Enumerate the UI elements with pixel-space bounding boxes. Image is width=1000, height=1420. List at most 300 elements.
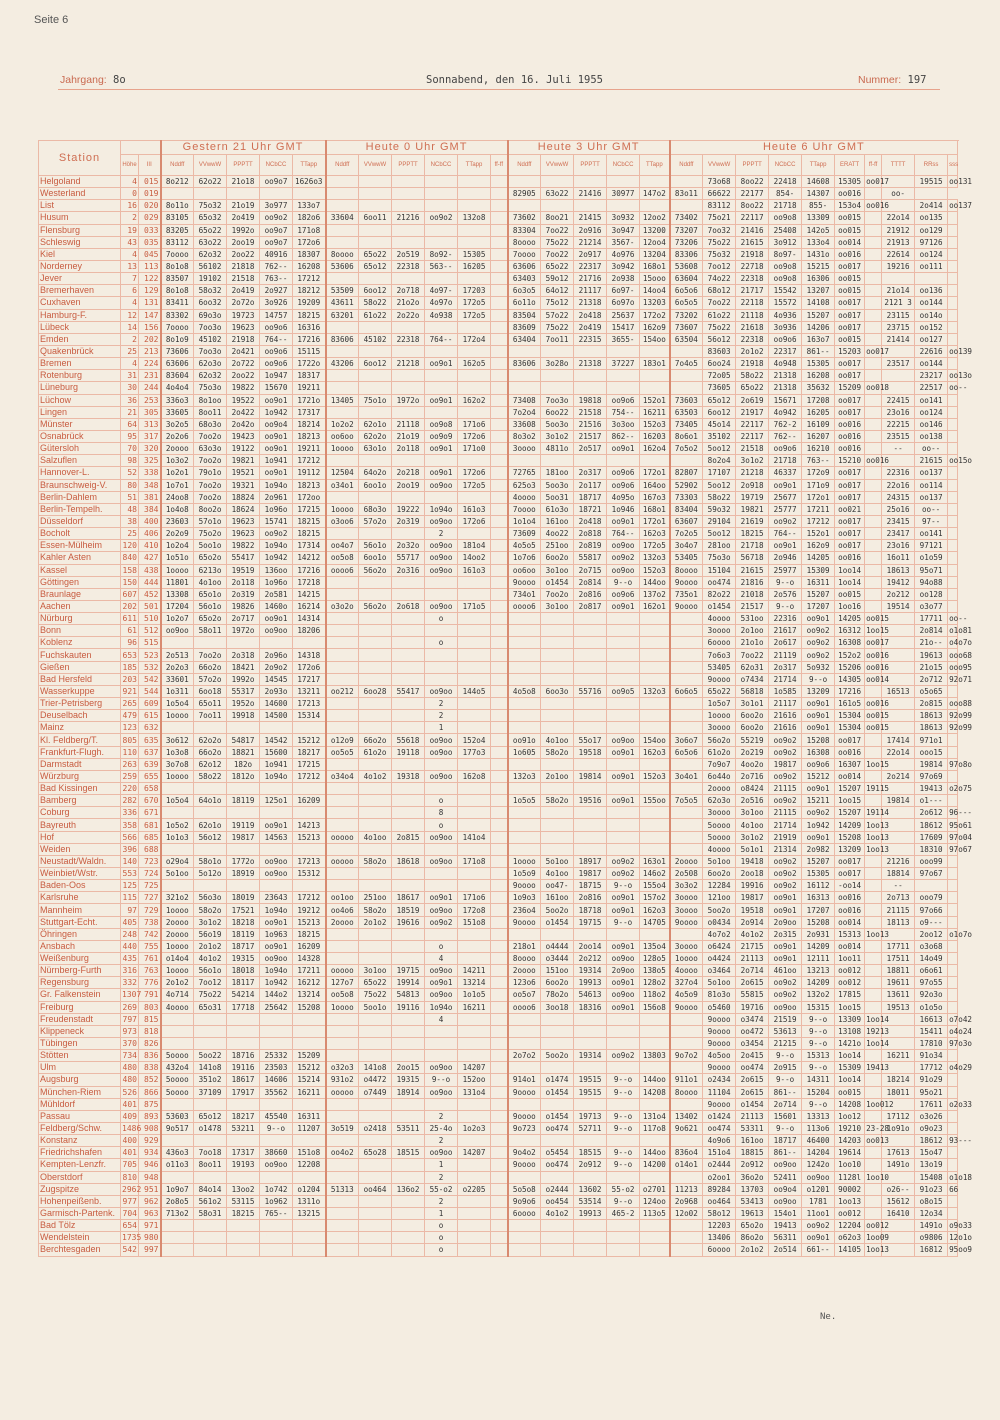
data-cell	[574, 1244, 607, 1256]
data-cell: 2o96o	[260, 649, 293, 661]
data-cell: 251oo	[541, 540, 574, 552]
data-cell	[574, 613, 607, 625]
data-cell: 75o22	[194, 989, 227, 1001]
data-cell	[359, 940, 392, 952]
data-cell: 1	[425, 722, 458, 734]
data-cell: 21818	[227, 260, 260, 272]
data-cell: 15212	[293, 1062, 326, 1074]
data-cell: 2o419	[574, 321, 607, 333]
data-cell: oo9o1	[425, 892, 458, 904]
data-cell: oo017	[835, 260, 865, 272]
data-cell: 12oo4	[640, 236, 670, 248]
data-cell: o26--	[882, 1183, 915, 1195]
data-cell: 321o2	[161, 892, 194, 904]
data-cell	[227, 1220, 260, 1232]
data-cell	[425, 843, 458, 855]
station-height: 203	[121, 673, 139, 685]
data-cell: 16205	[802, 406, 835, 418]
station-row	[39, 965, 958, 977]
station-height: 269	[121, 1001, 139, 1013]
data-cell: o7434	[736, 673, 769, 685]
station-row	[39, 868, 958, 880]
data-cell: 16812	[915, 1244, 948, 1256]
data-cell: 152o3	[640, 418, 670, 430]
data-cell: 5oo1o	[194, 540, 227, 552]
station-height: 31	[121, 370, 139, 382]
data-cell: 5o1oo	[161, 868, 194, 880]
data-cell: 13oo2	[227, 1183, 260, 1195]
column-header: ff-ff	[491, 155, 508, 176]
data-cell: 861--	[769, 1086, 802, 1098]
data-cell	[326, 1159, 359, 1171]
data-cell: 7o5o5	[670, 795, 703, 807]
data-cell: 16313	[802, 892, 835, 904]
data-cell	[293, 880, 326, 892]
data-cell	[425, 1098, 458, 1110]
data-cell: 172o1	[640, 515, 670, 527]
data-cell	[491, 273, 508, 285]
data-cell: oo9oo	[607, 734, 640, 746]
data-cell: oo9o1	[607, 600, 640, 612]
data-cell: 2o516	[736, 795, 769, 807]
data-cell	[458, 795, 491, 807]
data-cell: 15115	[293, 345, 326, 357]
data-cell: 18011	[882, 1086, 915, 1098]
data-cell: 43206	[326, 358, 359, 370]
data-cell: 46400	[802, 1135, 835, 1147]
data-cell: 19412	[882, 576, 915, 588]
data-cell	[948, 965, 958, 977]
data-cell: 58o31	[194, 1207, 227, 1219]
station-height: 611	[121, 613, 139, 625]
data-cell: 53613	[769, 1025, 802, 1037]
data-cell	[491, 722, 508, 734]
data-cell: 2o915	[769, 1062, 802, 1074]
data-cell: 16307	[835, 758, 865, 770]
data-cell: 3567-	[607, 236, 640, 248]
station-name: Gießen	[39, 661, 121, 673]
data-cell	[491, 370, 508, 382]
data-cell	[392, 1220, 425, 1232]
data-cell	[491, 248, 508, 260]
data-cell: 15207	[802, 588, 835, 600]
data-cell	[607, 698, 640, 710]
data-cell: oooo6	[508, 600, 541, 612]
data-cell: 13406	[703, 1232, 736, 1244]
data-cell: 15211	[802, 795, 835, 807]
station-row	[39, 953, 958, 965]
data-cell: 83606	[508, 358, 541, 370]
data-cell	[508, 928, 541, 940]
data-cell: oo1oo	[326, 892, 359, 904]
data-cell	[392, 345, 425, 357]
data-cell: 2o117	[574, 479, 607, 491]
data-cell: 16209	[293, 940, 326, 952]
data-cell: 73607	[670, 321, 703, 333]
station-row	[39, 358, 958, 370]
data-cell	[948, 515, 958, 527]
data-cell: 2o317	[769, 661, 802, 673]
station-row	[39, 285, 958, 297]
data-cell	[574, 649, 607, 661]
station-height: 12	[121, 309, 139, 321]
data-cell	[227, 1037, 260, 1049]
station-height: 405	[121, 916, 139, 928]
data-cell: 83304	[508, 224, 541, 236]
data-cell: 14545	[260, 673, 293, 685]
station-number: 381	[139, 491, 161, 503]
station-number: 438	[139, 564, 161, 576]
data-cell: 1oooo	[326, 1001, 359, 1013]
data-cell: 14205	[835, 613, 865, 625]
data-cell	[865, 418, 882, 430]
data-cell: 54813	[392, 989, 425, 1001]
station-number: 723	[139, 855, 161, 867]
data-cell: 2	[425, 528, 458, 540]
data-cell	[392, 188, 425, 200]
station-row	[39, 430, 958, 442]
data-cell	[359, 491, 392, 503]
data-cell: 7oo2o	[194, 430, 227, 442]
data-cell	[670, 928, 703, 940]
data-cell	[326, 783, 359, 795]
data-cell: 19814	[882, 795, 915, 807]
data-cell: 19112	[293, 467, 326, 479]
station-number: 542	[139, 673, 161, 685]
data-cell: 1o5o5	[508, 795, 541, 807]
data-cell	[670, 649, 703, 661]
data-cell	[293, 807, 326, 819]
data-cell	[392, 758, 425, 770]
station-height: 202	[121, 600, 139, 612]
data-cell: 58o11	[194, 625, 227, 637]
data-cell	[491, 1195, 508, 1207]
data-cell	[392, 176, 425, 188]
data-cell: 1o7o1	[161, 479, 194, 491]
data-cell	[425, 758, 458, 770]
data-cell: 63607	[670, 515, 703, 527]
station-height: 259	[121, 770, 139, 782]
data-cell: 22117	[736, 212, 769, 224]
data-cell	[392, 491, 425, 503]
data-cell	[392, 953, 425, 965]
data-cell: 13207	[802, 285, 835, 297]
data-cell: 2oo19	[392, 479, 425, 491]
station-name: Coburg	[39, 807, 121, 819]
data-cell: 163o7	[802, 333, 835, 345]
data-cell	[392, 673, 425, 685]
station-height: 25	[121, 345, 139, 357]
data-cell: 9oooo	[508, 1159, 541, 1171]
data-cell	[326, 1244, 359, 1256]
data-cell: 2o615	[736, 1074, 769, 1086]
data-cell: oo146	[915, 418, 948, 430]
data-cell: oo9o1	[260, 443, 293, 455]
data-cell: o5o65	[915, 685, 948, 697]
station-name: Cuxhaven	[39, 297, 121, 309]
data-cell: 8oo2o	[194, 503, 227, 515]
data-cell	[458, 1159, 491, 1171]
data-cell: 35562	[260, 1086, 293, 1098]
data-cell	[491, 455, 508, 467]
data-cell: 3o1oo	[736, 807, 769, 819]
data-cell: 61o2o	[359, 746, 392, 758]
data-cell: 23643	[260, 892, 293, 904]
data-cell: 19518	[736, 904, 769, 916]
station-name: Bocholt	[39, 528, 121, 540]
data-cell	[865, 443, 882, 455]
data-cell: 83o11	[670, 188, 703, 200]
data-cell: 65o32	[194, 212, 227, 224]
data-cell	[640, 1013, 670, 1025]
data-cell: 15203	[835, 345, 865, 357]
data-cell	[227, 843, 260, 855]
data-cell: 931o2	[326, 1074, 359, 1086]
data-cell: 56o3o	[194, 892, 227, 904]
data-cell: 5oo1o	[359, 1001, 392, 1013]
data-cell	[574, 710, 607, 722]
data-cell	[865, 868, 882, 880]
data-cell: 8o1o9	[161, 333, 194, 345]
data-cell: 58o22	[736, 370, 769, 382]
data-cell: 21519	[769, 1013, 802, 1025]
data-cell: 6oooo	[703, 1244, 736, 1256]
data-cell: 6oo2o	[736, 710, 769, 722]
data-cell: 94o88	[915, 576, 948, 588]
data-cell: 2o514	[769, 1244, 802, 1256]
data-cell: 2o219	[736, 746, 769, 758]
station-row	[39, 1062, 958, 1074]
station-number: 639	[139, 758, 161, 770]
column-header: PPPTT	[227, 155, 260, 176]
data-cell: 55815	[736, 989, 769, 1001]
data-cell: 971o1	[915, 734, 948, 746]
data-cell	[670, 1135, 703, 1147]
data-cell	[491, 868, 508, 880]
data-cell: 16410	[882, 1207, 915, 1219]
data-cell: 6oo22	[541, 406, 574, 418]
data-cell: 163o1	[640, 855, 670, 867]
data-cell	[392, 613, 425, 625]
station-height: 123	[121, 722, 139, 734]
group-title-heute-0: Heute 0 Uhr GMT	[326, 141, 508, 155]
data-cell: 1oooo	[326, 503, 359, 515]
data-cell: 62o22	[194, 176, 227, 188]
station-number: 224	[139, 358, 161, 370]
station-number: 962	[139, 1195, 161, 1207]
data-cell	[293, 1037, 326, 1049]
data-cell: 19716	[736, 1001, 769, 1013]
data-cell: 1o94o	[260, 479, 293, 491]
data-cell: 35632	[802, 382, 835, 394]
data-cell: 3o1o2	[736, 455, 769, 467]
data-cell	[326, 637, 359, 649]
data-cell: oo137	[949, 201, 972, 211]
data-cell	[948, 576, 958, 588]
data-cell	[607, 625, 640, 637]
data-cell	[293, 1171, 326, 1183]
data-cell: 75o2o	[194, 528, 227, 540]
data-cell: 13611	[882, 989, 915, 1001]
station-height: 51	[121, 491, 139, 503]
data-cell: 21516	[574, 418, 607, 430]
data-cell: 17216	[835, 685, 865, 697]
data-cell: oo017	[835, 358, 865, 370]
data-cell	[359, 176, 392, 188]
data-cell: 21414	[882, 333, 915, 345]
data-cell	[326, 1207, 359, 1219]
data-cell: 5o12o	[194, 868, 227, 880]
data-cell: 18214	[293, 418, 326, 430]
data-cell: 64o12	[541, 285, 574, 297]
data-cell: 14205	[802, 552, 835, 564]
data-cell: 2o319	[227, 588, 260, 600]
data-cell: 7oo18	[194, 1147, 227, 1159]
data-cell: 171o9	[802, 479, 835, 491]
data-cell: 19623	[227, 321, 260, 333]
data-cell: 13308	[161, 588, 194, 600]
data-cell: 2o938	[607, 273, 640, 285]
data-cell: 1o2o1	[161, 467, 194, 479]
data-cell	[948, 540, 958, 552]
data-cell	[640, 613, 670, 625]
data-cell: 52711	[574, 1122, 607, 1134]
data-cell: 14600	[260, 698, 293, 710]
data-cell	[194, 1037, 227, 1049]
data-cell: 6o3o5	[508, 285, 541, 297]
data-cell	[227, 783, 260, 795]
jahrgang-label: Jahrgang:	[60, 74, 107, 86]
data-cell: 19216	[882, 260, 915, 272]
data-cell: 2o519	[392, 248, 425, 260]
data-cell	[865, 576, 882, 588]
data-cell	[326, 940, 359, 952]
data-cell: 6o11o	[508, 297, 541, 309]
data-cell: oo9o1	[802, 613, 835, 625]
data-cell	[293, 1025, 326, 1037]
data-cell: 92o99	[949, 711, 972, 721]
data-cell	[326, 698, 359, 710]
data-cell: 14705	[640, 916, 670, 928]
data-cell	[227, 1232, 260, 1244]
data-cell: 91o29	[915, 1074, 948, 1086]
data-cell: 14oo4	[640, 285, 670, 297]
data-cell: 21115	[769, 807, 802, 819]
data-cell: 1o91o	[882, 1122, 915, 1134]
data-cell: 144oo	[640, 1074, 670, 1086]
data-cell: 21717	[736, 285, 769, 297]
data-cell	[194, 637, 227, 649]
data-cell: 1o9o7	[161, 1183, 194, 1195]
data-cell: ooo88	[949, 699, 972, 709]
data-cell: 22418	[769, 176, 802, 188]
column-header: NCbCC	[425, 155, 458, 176]
data-cell	[865, 904, 882, 916]
data-cell	[392, 455, 425, 467]
data-cell: 734o1	[508, 588, 541, 600]
data-cell: 765--	[260, 1207, 293, 1219]
data-cell	[948, 212, 958, 224]
data-cell	[508, 455, 541, 467]
data-cell: 18215	[293, 309, 326, 321]
data-cell	[359, 1232, 392, 1244]
data-cell: 18717	[227, 940, 260, 952]
data-cell	[293, 1244, 326, 1256]
data-cell: 17112	[882, 1110, 915, 1122]
data-cell	[865, 734, 882, 746]
data-cell: 18717	[574, 491, 607, 503]
data-cell: 65o1o	[194, 588, 227, 600]
station-number: 609	[139, 698, 161, 710]
data-cell	[670, 1013, 703, 1025]
data-cell: 14311	[802, 1074, 835, 1086]
data-cell: 17712	[915, 1062, 948, 1074]
station-height: 1735	[122, 1233, 142, 1243]
data-cell: 21o18	[227, 176, 260, 188]
data-cell: oo9o1	[607, 904, 640, 916]
station-number: 305	[139, 406, 161, 418]
data-cell: oo9o2	[802, 807, 835, 819]
data-cell: oo9o6	[607, 394, 640, 406]
data-cell: o9o33	[949, 1221, 972, 1231]
data-cell: 4oooo	[161, 1001, 194, 1013]
data-cell: 2o1o2	[194, 940, 227, 952]
data-cell: 19314	[574, 965, 607, 977]
station-row	[39, 1013, 958, 1025]
data-cell: 1oo15	[866, 626, 889, 636]
data-cell: o4o29	[949, 1063, 972, 1073]
data-cell: 18310	[915, 843, 948, 855]
data-cell: 21618	[736, 321, 769, 333]
data-cell: oo6oo	[326, 430, 359, 442]
station-number: 655	[139, 770, 161, 782]
data-cell: 75o32	[703, 248, 736, 260]
station-number: 681	[139, 819, 161, 831]
data-cell: 1o94o	[425, 1001, 458, 1013]
data-cell: 14305	[835, 673, 865, 685]
data-cell: 62o32	[194, 248, 227, 260]
data-cell: 15208	[293, 1001, 326, 1013]
data-cell: 21216	[392, 212, 425, 224]
data-cell	[458, 1025, 491, 1037]
data-cell: 83604	[161, 370, 194, 382]
data-cell: 19715	[574, 916, 607, 928]
data-cell	[670, 758, 703, 770]
data-cell: 14318	[293, 649, 326, 661]
data-cell	[425, 370, 458, 382]
data-cell	[865, 260, 882, 272]
data-cell	[508, 710, 541, 722]
data-cell: 4o95o	[607, 491, 640, 503]
data-cell	[227, 1013, 260, 1025]
data-cell	[640, 1244, 670, 1256]
data-cell: o34o4	[326, 770, 359, 782]
data-cell: 164oo	[640, 479, 670, 491]
data-cell	[326, 1171, 359, 1183]
data-cell	[458, 406, 491, 418]
station-name: Nürnberg-Furth	[39, 965, 121, 977]
data-cell: 1oo12	[835, 1110, 865, 1122]
data-cell	[541, 176, 574, 188]
data-cell: 21415	[574, 212, 607, 224]
station-number: 029	[139, 212, 161, 224]
data-cell: 5oo31	[541, 491, 574, 503]
data-cell: 6oo2o	[703, 868, 736, 880]
data-cell	[574, 758, 607, 770]
data-cell: 17216	[293, 564, 326, 576]
data-cell: 17213	[293, 698, 326, 710]
station-height: 480	[121, 1062, 139, 1074]
